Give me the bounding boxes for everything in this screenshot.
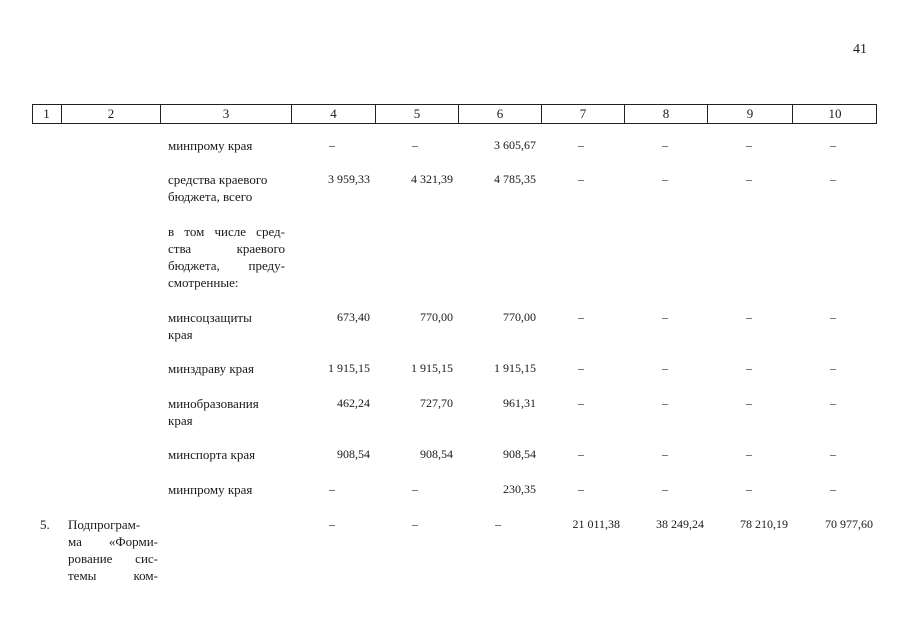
cell-col-10: –: [830, 138, 836, 152]
subprogram-title-line-1: Подпрограм-: [68, 517, 141, 532]
row-label-line-2: края: [168, 327, 193, 342]
cell-col-7: –: [578, 396, 584, 410]
row-label: минздраву края: [168, 361, 254, 376]
row-label-line-1: минсоцзащиты: [168, 310, 252, 325]
cell-col-5: 727,70: [420, 396, 453, 410]
cell-col-6: 908,54: [503, 447, 536, 461]
cell-col-4: –: [329, 517, 335, 531]
cell-col-8: –: [662, 361, 668, 375]
header-col-3: 3: [161, 104, 292, 124]
cell-col-4: –: [329, 482, 335, 496]
subprogram-title-line-3: рование сис-: [68, 551, 158, 566]
cell-col-5: –: [412, 138, 418, 152]
cell-col-4: 462,24: [337, 396, 370, 410]
cell-col-4: 1 915,15: [328, 361, 370, 375]
header-col-10: 10: [828, 106, 842, 121]
cell-col-5: 4 321,39: [411, 172, 453, 186]
cell-col-9: –: [746, 482, 752, 496]
cell-col-6: 961,31: [503, 396, 536, 410]
cell-col-5: –: [412, 517, 418, 531]
cell-col-9: –: [746, 310, 752, 324]
cell-col-8: –: [662, 172, 668, 186]
cell-col-10: –: [830, 396, 836, 410]
header-col-7: 7: [542, 104, 625, 124]
cell-col-8: 38 249,24: [656, 517, 704, 531]
cell-col-10: –: [830, 361, 836, 375]
row-label-line-3: бюджета, преду-: [168, 258, 285, 273]
cell-col-10: –: [830, 482, 836, 496]
row-label-line-2: бюджета, всего: [168, 189, 253, 204]
cell-col-10: 70 977,60: [825, 517, 873, 531]
cell-col-10: –: [830, 172, 836, 186]
header-col-6: 6: [459, 104, 542, 124]
row-label: минпрому края: [168, 138, 253, 153]
cell-col-10: –: [830, 310, 836, 324]
cell-col-7: –: [578, 310, 584, 324]
cell-col-4: 3 959,33: [328, 172, 370, 186]
header-col-1: 1: [32, 104, 62, 124]
row-label: минпрому края: [168, 482, 253, 497]
cell-col-6: 3 605,67: [494, 138, 536, 152]
cell-col-7: 21 011,38: [572, 517, 620, 531]
cell-col-8: –: [662, 482, 668, 496]
row-label-line-2: ства краевого: [168, 241, 285, 256]
header-col-9: 9: [708, 104, 793, 124]
cell-col-6: 230,35: [503, 482, 536, 496]
row-label: минспорта края: [168, 447, 256, 462]
page-number: 41: [853, 42, 867, 57]
header-col-5: 5: [376, 104, 459, 124]
cell-col-8: –: [662, 310, 668, 324]
cell-col-9: –: [746, 172, 752, 186]
row-label-line-1: минобразования: [168, 396, 259, 411]
row-number: 5.: [40, 517, 50, 532]
cell-col-5: –: [412, 482, 418, 496]
cell-col-9: –: [746, 138, 752, 152]
cell-col-9: –: [746, 396, 752, 410]
row-label-line-2: края: [168, 413, 193, 428]
cell-col-9: 78 210,19: [740, 517, 788, 531]
header-col-2: 2: [62, 104, 161, 124]
cell-col-9: –: [746, 447, 752, 461]
cell-col-6: –: [495, 517, 501, 531]
cell-col-4: –: [329, 138, 335, 152]
cell-col-8: –: [662, 138, 668, 152]
cell-col-9: –: [746, 361, 752, 375]
cell-col-7: –: [578, 447, 584, 461]
cell-col-8: –: [662, 447, 668, 461]
cell-col-5: 1 915,15: [411, 361, 453, 375]
row-label-line-1: в том числе сред-: [168, 224, 285, 239]
row-label-line-4: смотренные:: [168, 275, 239, 290]
cell-col-10: –: [830, 447, 836, 461]
cell-col-5: 908,54: [420, 447, 453, 461]
cell-col-8: –: [662, 396, 668, 410]
cell-col-4: 673,40: [337, 310, 370, 324]
row-label-line-1: средства краевого: [168, 172, 268, 187]
cell-col-6: 1 915,15: [494, 361, 536, 375]
cell-col-5: 770,00: [420, 310, 453, 324]
cell-col-6: 4 785,35: [494, 172, 536, 186]
header-col-8: 8: [625, 104, 708, 124]
cell-col-4: 908,54: [337, 447, 370, 461]
cell-col-7: –: [578, 138, 584, 152]
cell-col-7: –: [578, 482, 584, 496]
subprogram-title: [68, 516, 158, 584]
cell-col-6: 770,00: [503, 310, 536, 324]
cell-col-7: –: [578, 361, 584, 375]
subprogram-title-line-2: ма «Форми-: [68, 534, 158, 549]
cell-col-7: –: [578, 172, 584, 186]
subprogram-title-line-4: темы ком-: [68, 568, 158, 583]
header-col-4: 4: [292, 104, 376, 124]
